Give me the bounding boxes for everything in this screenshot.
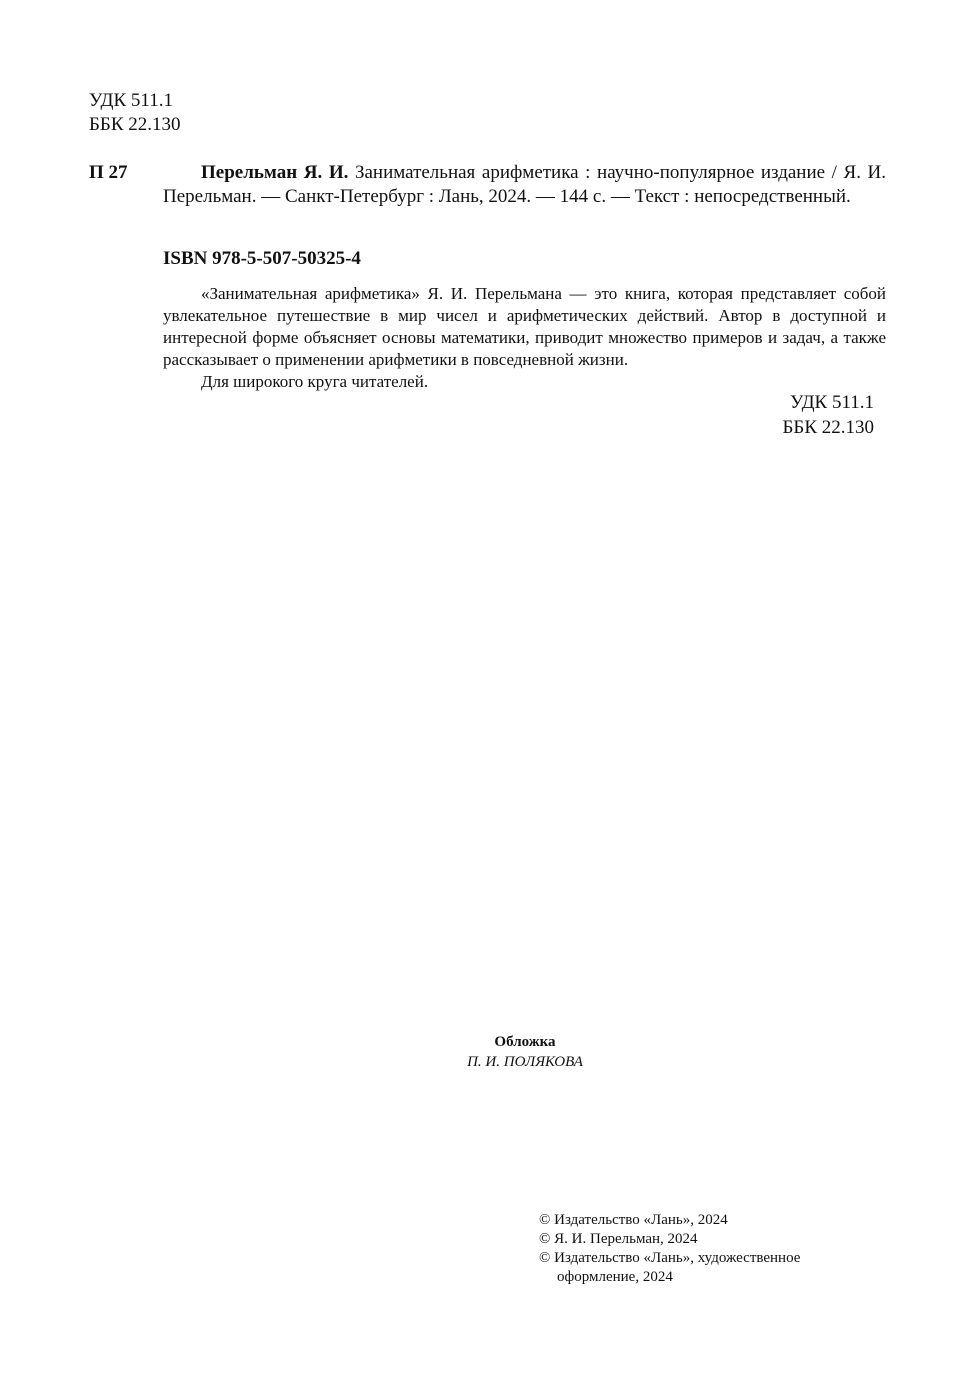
author-name: Перельман Я. И.: [201, 162, 349, 183]
bbk-code-top: ББК 22.130: [89, 114, 181, 135]
audience-note: Для широкого круга читателей.: [201, 372, 429, 391]
copyright-line: © Издательство «Лань», художественное: [539, 1250, 801, 1266]
classification-codes-bottom: [700, 390, 874, 440]
cover-designer: П. И. ПОЛЯКОВА: [467, 1054, 583, 1070]
isbn: ISBN 978-5-507-50325-4: [163, 248, 361, 269]
copyright-block: [539, 1211, 869, 1287]
bibliographic-record: [163, 161, 886, 209]
copyright-line-continuation: оформление, 2024: [557, 1269, 673, 1285]
cover-credit: [0, 1032, 976, 1072]
udk-code-bottom: УДК 511.1: [790, 392, 874, 413]
classification-codes-top: [89, 89, 181, 137]
copyright-line: © Издательство «Лань», 2024: [539, 1212, 728, 1228]
bibliographic-description: Занимательная арифметика : научно-популярное издание / Я. И. Перельман. — Санкт-Петербург : Лань, 2024. — 144 с. — Текст : непосредственный.: [163, 162, 886, 207]
author-mark: П 27: [89, 162, 128, 183]
udk-code-top: УДК 511.1: [89, 90, 173, 111]
annotation: [163, 283, 886, 393]
copyright-line: © Я. И. Перельман, 2024: [539, 1231, 698, 1247]
annotation-paragraph: «Занимательная арифметика» Я. И. Перельмана — это книга, которая представляет собой увлекательное путешествие в мир чисел и арифметических действий. Автор в доступной и интересной форме объясняет основы математики, приводит множество примеров и задач, а также рассказывает о применении арифметики в повседневной жизни.: [163, 284, 886, 369]
bbk-code-bottom: ББК 22.130: [782, 417, 874, 438]
cover-label: Обложка: [494, 1034, 556, 1050]
